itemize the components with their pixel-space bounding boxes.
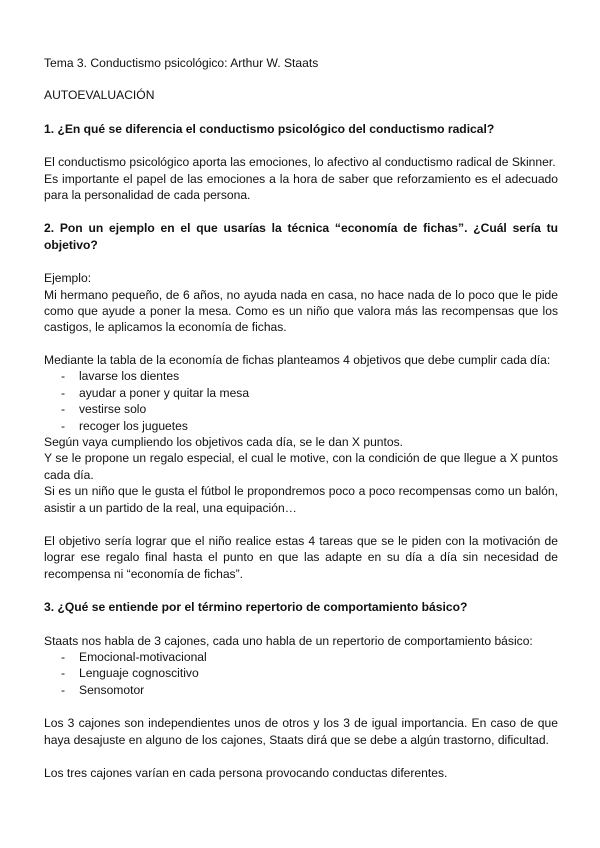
list-item bbox=[44, 682, 558, 698]
points-paragraph: Según vaya cumpliendo los objetivos cada día, se le dan X puntos. bbox=[44, 434, 404, 449]
answer-1-paragraph-2: Es importante el papel de las emociones a la hora de saber que reforzamiento es el adecuado para la personalidad de cada persona. bbox=[44, 171, 558, 203]
list-item-text: vestirse solo bbox=[79, 402, 147, 417]
list-item-text: recoger los juguetes bbox=[79, 418, 188, 433]
list-dash: - bbox=[61, 666, 66, 681]
drawers-list bbox=[44, 649, 558, 698]
question-1: 1. ¿En qué se diferencia el conductismo psicológico del conductismo radical? bbox=[44, 121, 495, 136]
list-item-text: lavarse los dientes bbox=[79, 369, 180, 384]
list-item bbox=[44, 368, 558, 384]
example-label: Ejemplo: bbox=[44, 271, 92, 286]
question-2: 2. Pon un ejemplo en el que usarías la técnica “economía de fichas”. ¿Cuál sería tu objetivo? bbox=[44, 221, 558, 252]
list-item-text: Lenguaje cognoscitivo bbox=[79, 666, 199, 681]
objective-paragraph: El objetivo sería lograr que el niño realice estas 4 tareas que se le piden con la motivación de lograr ese regalo final hasta el punto en que las adapte en su día a día sin necesidad de recompensa ni “economía de fichas”. bbox=[44, 533, 558, 581]
list-item bbox=[44, 401, 558, 417]
drawers-intro: Staats nos habla de 3 cajones, cada uno habla de un repertorio de comportamiento básico: bbox=[44, 633, 533, 648]
list-item-text: Emocional-motivacional bbox=[79, 649, 207, 664]
list-item bbox=[44, 649, 558, 665]
objectives-list bbox=[44, 368, 558, 434]
list-dash: - bbox=[61, 418, 66, 433]
list-dash: - bbox=[61, 682, 66, 697]
drawers-paragraph-2: Los tres cajones varían en cada persona provocando conductas diferentes. bbox=[44, 766, 448, 780]
list-item bbox=[44, 665, 558, 681]
list-dash: - bbox=[61, 369, 66, 384]
document-page bbox=[44, 55, 558, 781]
list-dash: - bbox=[61, 649, 66, 664]
list-item bbox=[44, 385, 558, 401]
list-item-text: ayudar a poner y quitar la mesa bbox=[79, 385, 250, 400]
example-paragraph: Mi hermano pequeño, de 6 años, no ayuda nada en casa, no hace nada de lo poco que le pide como que ayude a poner la mesa. Como es un niño que valora más las recompensas que los castigos, le aplicamos la economía de fichas. bbox=[44, 287, 558, 335]
document-header: Tema 3. Conductismo psicológico: Arthur W. Staats bbox=[44, 56, 319, 70]
objectives-intro: Mediante la tabla de la economía de fichas planteamos 4 objetivos que debe cumplir cada día: bbox=[44, 352, 551, 367]
answer-1-paragraph-1: El conductismo psicológico aporta las emociones, lo afectivo al conductismo radical de Skinner. bbox=[44, 155, 556, 170]
list-item-text: Sensomotor bbox=[79, 682, 145, 697]
football-paragraph: Si es un niño que le gusta el fútbol le propondremos poco a poco recompensas como un balón, asistir a un partido de la real, una equipación… bbox=[44, 484, 558, 515]
question-3: 3. ¿Qué se entiende por el término repertorio de comportamiento básico? bbox=[44, 600, 468, 615]
reward-paragraph: Y se le propone un regalo especial, el cual le motive, con la condición de que llegue a X puntos cada día. bbox=[44, 451, 558, 482]
drawers-paragraph-1: Los 3 cajones son independientes unos de otros y los 3 de igual importancia. En caso de que haya desajuste en alguno de los cajones, Staats dirá que se debe a algún trastorno, dificultad. bbox=[44, 716, 558, 747]
list-dash: - bbox=[61, 385, 66, 400]
section-title: AUTOEVALUACIÓN bbox=[44, 88, 155, 103]
list-dash: - bbox=[61, 402, 66, 417]
list-item bbox=[44, 418, 558, 434]
